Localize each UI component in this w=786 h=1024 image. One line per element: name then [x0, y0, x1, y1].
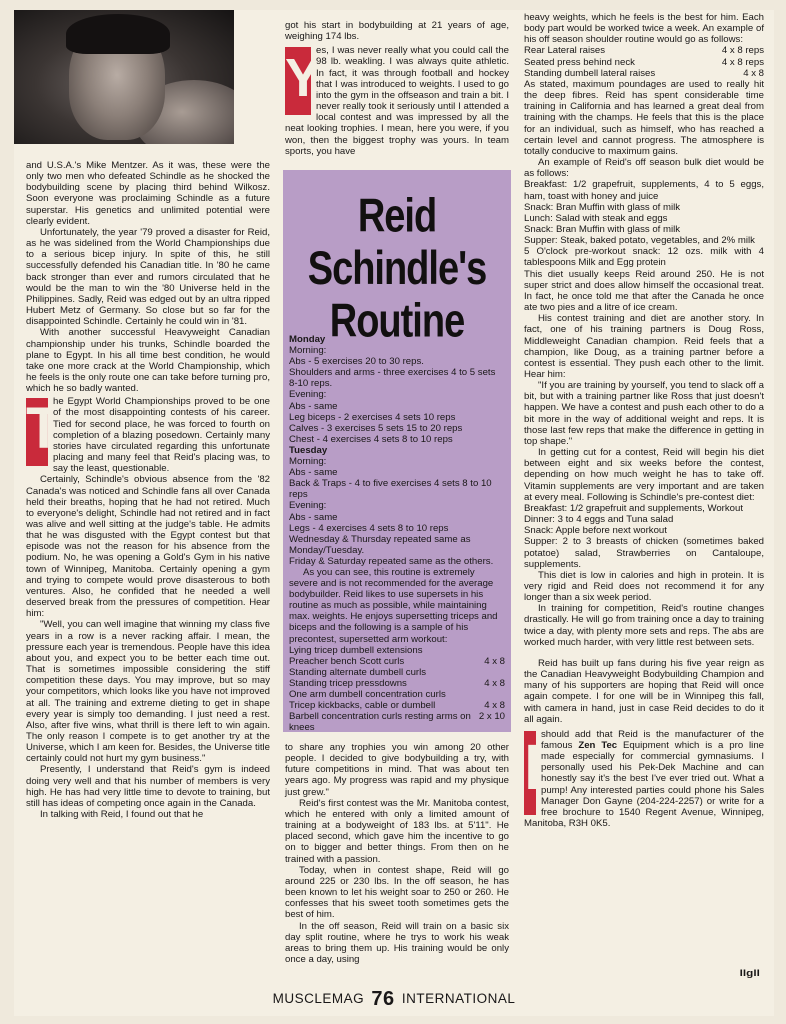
quote-paragraph: "Well, you can well imagine that winning my class five years in a row is a never racking affair. I mean, the pressure each year is tremendous. People have this idea about you, and expect you to be better each time out. That is sometimes impossible considering the stiff competition these days. You may improve, but so may your competitors, which looks like you have not improved at all. The training and extreme dieting to get in shape every year is simply too demanding. I just need a rest. Also, after five wins, what thrill is there left to win again. The only reason I compete is to get another try at the Universe, which I am keen for. Besides, the Universe title certainly could not hurt my gym business.": [26, 619, 270, 765]
page-footer: [14, 988, 774, 1011]
routine-line: Abs - same: [289, 467, 338, 479]
dropcap-paragraph: T he Egypt World Championships proved to be one of the most disappointing contests of his career. Tied for second place, he was forced to fourth on completion of a blazing posedown. Certainly many stories have circulated regarding this unfortunate placing and many feel that Reid's placing was, to say the least, questionable.: [26, 396, 270, 475]
routine-line: Chest - 4 exercises 4 sets 8 to 10 reps: [289, 433, 453, 445]
article-column-2-top: [285, 20, 509, 157]
dropcap-paragraph: I should add that Reid is the manufacturer of the famous Zen Tec Equipment which is a pro line made especially for commercial gymnasiums. I personally used his Pek-Dek Machine and can honestly say it's the best I've ever tried out. What a pump! Any interested parties could phone his Sales Manager Don Gayne (204-224-2257) or write for a free brochure to 1540 Regent Avenue, Winnipeg, Manitoba, R3H 0K5.: [524, 728, 764, 830]
paragraph: As stated, maximum poundages are used to really hit the deep fibres. Reid has spent considerable time training in California and has learned a great deal from training with the champs. He feels that this is the place for an individual, such as himself, who has reached a certain level and cannot progress. The atmosphere is totally conducive to maximum gains.: [524, 78, 764, 157]
exercise-row: [289, 656, 505, 667]
bulk-diet: [524, 179, 764, 268]
routine-line: Wednesday & Thursday repeated same as Monday/Tuesday.: [289, 533, 471, 556]
page-number: 76: [371, 988, 395, 1010]
contest-diet-item: Breakfast: 1/2 grapefruit and supplements, Workout: [524, 502, 743, 514]
contest-diet-item: Supper: 2 to 3 breasts of chicken (sometimes baked potatoe) salad, Strawberries on Cantaloupe, supplements.: [524, 536, 764, 570]
exercise-sets: 4 x 8: [743, 67, 764, 79]
routine-line: Shoulders and arms - three exercises 4 to 5 sets 8-10 reps.: [289, 367, 496, 390]
magazine-page: [14, 10, 774, 1016]
exercise-row: [289, 689, 505, 700]
contest-diet-item: Dinner: 3 to 4 eggs and Tuna salad: [524, 514, 674, 526]
photo-reid-schindle: [14, 10, 234, 144]
routine-line: Morning:: [289, 456, 327, 468]
quote-paragraph: "If you are training by yourself, you tend to slack off a bit, but with a training partner like Ross that just doesn't happen. We have a contest and push each other to do a bit more in the way of additional weight and reps. It is those last few reps that make the difference in getting in top shape.": [524, 380, 764, 447]
diet-item: Snack: Bran Muffin with glass of milk: [524, 223, 681, 235]
sidebar-title: Reid Schindle's Routine: [307, 190, 487, 348]
exercise-name: Barbell concentration curls resting arms on knees: [289, 711, 471, 734]
paragraph: heavy weights, which he feels is the best for him. Each body part would be worked twice a week. An example of his off season shoulder routine would go as follows:: [524, 12, 764, 46]
exercise-sets: 4 x 8: [484, 677, 505, 689]
exercise-sets: 4 x 8 reps: [721, 56, 764, 68]
routine-line: Legs - 4 exercises 4 sets 8 to 10 reps: [289, 522, 449, 534]
exercise-name: Seated press behind neck: [524, 56, 635, 68]
paragraph: In talking with Reid, I found out that he: [40, 809, 204, 821]
diet-item: Supper: Steak, baked potato, vegetables, and 2% milk: [524, 235, 755, 247]
exercise-sets: [499, 645, 505, 656]
sidebar-paragraph: As you can see, this routine is extremely severe and is not recommended for the average bodybuilder. Reid likes to use supersets in his routine as much as possible, while maintaining max. weights. He enjoys supersetting triceps and biceps and the following is a sample of his precontest, supersetted arm workout:: [289, 566, 498, 645]
routine-day-heading: Tuesday: [289, 444, 328, 456]
shoulder-exercise-row: [524, 68, 764, 79]
paragraph: Today, when in contest shape, Reid will go around 225 or 230 lbs. In the off season, he has been known to let his weight soar to 250 or 260. He confesses that his sweet tooth sometimes gets the best of him.: [285, 864, 509, 921]
shoulder-exercise-row: [524, 57, 764, 68]
shoulder-exercise-row: [524, 45, 764, 56]
paragraph: and U.S.A.'s Mike Mentzer. As it was, these were the only two men who defeated Schindle as he shocked the bodybuilding scene by placing third behind Wilkosz. Soon everyone was proclaiming Schindle as a future superstar. His genetics and unlimited potential were clearly evident.: [26, 160, 270, 227]
contest-diet: [524, 503, 764, 570]
paragraph: Unfortunately, the year '79 proved a disaster for Reid, as he was sidelined from the World Championships due to a serious bicep injury. In spite of this, he still successfully defended his Canadian title. In '80 he came back stronger than ever and rumors circulated that he would be the man to win the '80 Universe held in the Philippines. Sadly, Reid was edged out by an ultra ripped Hubert Metz of Germany. So close but so far for the disappointed Schindle. Certainly he could win in '81.: [26, 226, 270, 328]
diet-item: Snack: Bran Muffin with glass of milk: [524, 201, 681, 213]
exercise-row: [289, 645, 505, 656]
exercise-sets: [499, 667, 505, 678]
drop-cap: Y: [285, 47, 311, 115]
dropcap-paragraph: Y es, I was never really what you could call the 98 lb. weakling. I was always quite athletic. In fact, it was through football and hockey that I was introduced to weights. I used to go into the gym in the offseason and train a bit. I never really took it seriously until I attended a local contest and was impressed by all the neat looking trophies. I mean, here you were, if you won, then the biggest trophy was yours. In team sports, you have: [285, 45, 509, 157]
drop-cap: I: [524, 731, 536, 815]
routine-line: Friday & Saturday repeated same as the others.: [289, 555, 494, 567]
exercise-row: [289, 700, 505, 711]
paragraph: With another successful Heavyweight Canadian championship under his trunks, Schindle boarded the plane to Egypt. In his all time best condition, he would take one more crack at the World Championship, which he feels is the only route one can take before turning pro, which he so badly wanted.: [26, 327, 270, 395]
routine-line: Calves - 3 exercises 5 sets 15 to 20 reps: [289, 422, 463, 434]
exercise-name: Rear Lateral raises: [524, 45, 606, 57]
exercise-sets: [499, 689, 505, 700]
paragraph: Reid's first contest was the Mr. Manitoba contest, which he entered with only a limited amount of training at a bodyweight of 183 lbs. at 5'11". He placed second, which gave him the incentive to go on to bigger and better things. From then on he trained with a passion.: [285, 797, 509, 865]
exercise-name: Standing alternate dumbell curls: [289, 666, 427, 678]
brand-name: Zen Tec: [578, 740, 618, 751]
article-column-3: [524, 12, 764, 829]
exercise-name: Standing tricep pressdowns: [289, 677, 407, 689]
diet-item: Breakfast: 1/2 grapefruit, supplements, 4 to 5 eggs, ham, toast with honey and juice: [524, 179, 764, 202]
exercise-sets: 2 x 10: [478, 711, 505, 723]
exercise-row: [289, 678, 505, 689]
paragraph: His contest training and diet are another story. In fact, one of his training partners is Doug Ross, Middleweight Canadian champion. Reid feels that a champion, like Doug, as a training partner before a contest is essential. They push each other to the limit. Hear him:: [524, 313, 764, 380]
exercise-name: Preacher bench Scott curls: [289, 655, 405, 667]
footer-magazine-subtitle: INTERNATIONAL: [401, 991, 516, 1006]
paragraph: In training for competition, Reid's routine changes drastically. He will go from training once a day to training twice a day, with plenty more sets and reps. The abs are worked much harder, with very little rest between sets.: [524, 603, 764, 648]
contest-diet-item: Snack: Apple before next workout: [524, 525, 667, 537]
diet-item: 5 O'clock pre-workout snack: 12 ozs. milk with 4 tablespoons Milk and Egg protein: [524, 246, 764, 269]
exercise-name: Lying tricep dumbell extensions: [289, 644, 423, 656]
routine-line: Abs - 5 exercises 20 to 30 reps.: [289, 356, 424, 368]
paragraph: got his start in bodybuilding at 21 years of age, weighing 174 lbs.: [285, 20, 509, 43]
exercise-sets: 4 x 8 reps: [721, 45, 764, 57]
paragraph: In the off season, Reid will train on a basic six day split routine, where he trys to work his weak areas to bring them up. His training would be only once a day, using: [285, 920, 509, 965]
exercise-name: One arm dumbell concentration curls: [289, 689, 446, 700]
article-column-2-bottom: [285, 742, 509, 965]
exercise-row: [289, 667, 505, 678]
routine-day-heading: Monday: [289, 334, 326, 345]
paragraph: An example of Reid's off season bulk diet would be as follows:: [524, 157, 764, 180]
routine-sidebar: [283, 170, 511, 732]
drop-cap: T: [26, 398, 48, 466]
diet-item: Lunch: Salad with steak and eggs: [524, 212, 668, 224]
exercise-name: Tricep kickbacks, cable or dumbell: [289, 700, 436, 712]
shoulder-routine: [524, 45, 764, 78]
paragraph: This diet is low in calories and high in protein. It is very rigid and Reid does not recommend it for any longer than a six week period.: [524, 569, 764, 604]
paragraph: Reid has built up fans during his five year reign as the Canadian Heavyweight Bodybuilding Champion and many of his supporters are hoping that Reid will once again compete. I for one will be in Winnipeg this fall, with camera in hand, just in case Reid decides to do it all again.: [524, 657, 764, 725]
routine-line: Evening:: [289, 500, 327, 512]
exercise-name: Standing dumbell lateral raises: [524, 67, 656, 79]
routine-line: Back & Traps - 4 to five exercises 4 sets 8 to 10 reps: [289, 478, 492, 501]
routine-line: Evening:: [289, 389, 327, 401]
routine-line: Abs - same: [289, 511, 338, 523]
routine-line: Morning:: [289, 345, 327, 357]
paragraph: to share any trophies you win among 20 other people. I decided to give bodybuilding a try, with future competitions in mind. That was about ten years ago. My progress was rapid and my physique just grew.": [285, 742, 509, 798]
paragraph: This diet usually keeps Reid around 250. He is not super strict and does allow himself the occasional treat. In fact, he once told me that after the Canada he once ate two pies and a litre of ice cream.: [524, 268, 764, 314]
exercise-row: [289, 711, 505, 733]
paragraph: Certainly, Schindle's obvious absence from the '82 Canada's was noticed and Schindle fans all over Canada held their breaths, hoping that he had not retired. Much to everyone's delight, Schindle had not retired and in fact was alive and well sitting at the judge's table. He admits that he was disgusted with the Egypt contest but that episode was not the reason for his absence from the podium. No, he was opening a Gold's Gym in his native town of Winnipeg, Manitoba. Certainly opening a gym and trying to compete would prove disasterous to both ventures. Also, he confided that he needed a well deserved break from the pressures of competition. Hear him:: [26, 474, 270, 620]
article-column-1: [26, 160, 270, 820]
footer-magazine-name: MUSCLEMAG: [272, 991, 365, 1006]
routine-line: Abs - same: [289, 400, 338, 412]
paragraph: In getting cut for a contest, Reid will begin his diet between eight and six weeks before the contest, depending on how much weight he has to take off. Vitamin supplements are very important and are taken at every meal. Following is Schindle's pre-contest diet:: [524, 447, 764, 503]
author-signature: llgll: [739, 968, 760, 978]
exercise-sets: 4 x 8: [484, 655, 505, 667]
routine-list: [289, 334, 505, 733]
exercise-sets: 4 x 8: [484, 700, 505, 712]
routine-line: Leg biceps - 2 exercises 4 sets 10 reps: [289, 411, 456, 423]
paragraph: Presently, I understand that Reid's gym is indeed doing very well and that his number of members is very high. He has had very little time to devote to training, but still has ideas of competing once again in the Canada.: [26, 764, 270, 809]
